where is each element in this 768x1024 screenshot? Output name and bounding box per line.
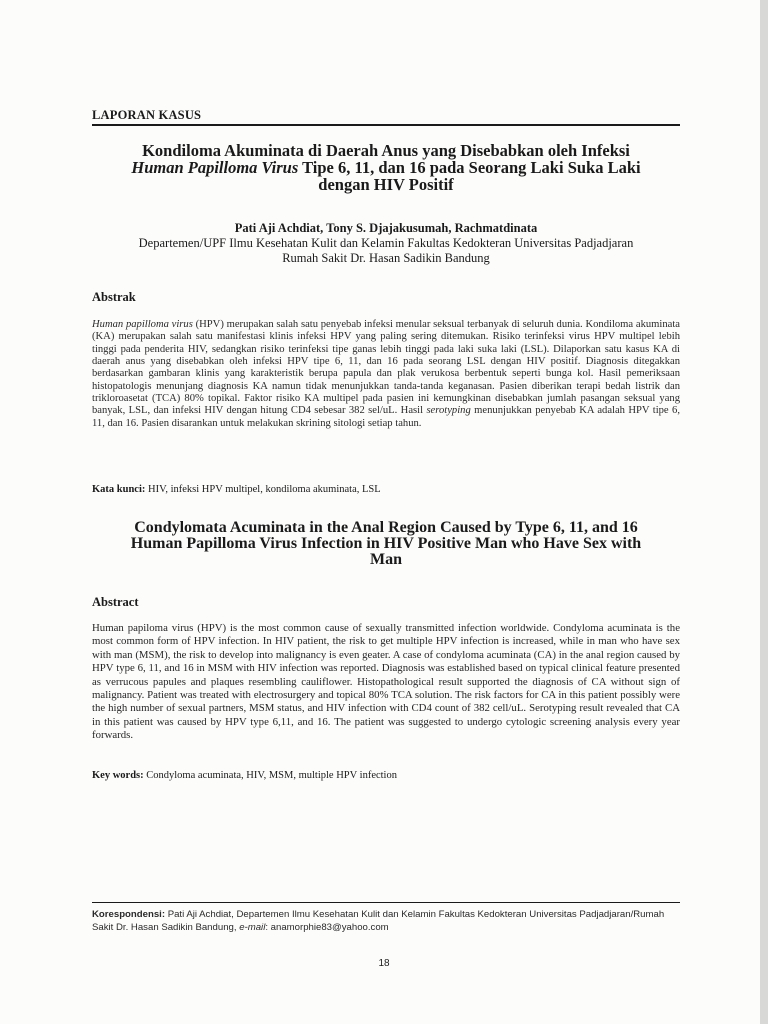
correspondence-text-1: Pati Aji Achdiat, Departemen Ilmu Kesehatan Kulit dan Kelamin Fakultas Kedokteran Universitas Padjadjaran/Rumah Sakit Dr. Hasan Sadikin Bandung, [92,909,665,933]
kata-kunci [92,484,680,495]
abstrak-italic-hpv: Human papilloma virus [92,319,193,330]
authors: Pati Aji Achdiat, Tony S. Djajakusumah, Rachmatdinata [234,221,538,235]
title-en-line-3: Man [370,551,402,568]
kata-kunci-label: Kata kunci: [92,484,146,495]
title-en-line-2: Human Papilloma Virus Infection in HIV Positive Man who Have Sex with [130,535,642,552]
title-line-1: Kondiloma Akuminata di Daerah Anus yang Disebabkan oleh Infeksi [142,141,630,160]
title-line-3: dengan HIV Positif [318,175,454,194]
header-rule [92,124,680,126]
kata-kunci-values: HIV, infeksi HPV multipel, kondiloma akuminata, LSL [145,484,381,495]
title-line-2 [92,159,680,176]
affiliation-line-2: Rumah Sakit Dr. Hasan Sadikin Bandung [282,251,490,265]
key-words-label: Key words: [92,770,144,781]
article-title-id [92,142,680,193]
abstract-body: Human papiloma virus (HPV) is the most common cause of sexually transmitted infection worldwide. Condyloma acuminata is the most common form of HPV infection. In HIV patient, the risk to get multiple HPV infection is increased, while in man who have sex with man (MSM), the risk to develop into malignancy is even geater. A case of condyloma acuminata (CA) in the anal region caused by HPV type 6, 11, and 16 in MSM with HIV infection was reported. Diagnosis was established based on typical clinical feature presented as verrucous papules and plaques resembling cauliflower. Histopathological result supported the diagnosis of CA without sign of malignancy. Patient was treated with electrosurgery and topical 80% TCA solution. The risk factors for CA in this patient possibly were the high number of sexual partners, MSM status, and HIV infection with CD4 count of 382 cell/uL. Serotyping result revealed that CA in this patient was caused by HPV type 6,11, and 16. The patient was suggested to undergo cytologic screening analysis every year forwards. [92,622,680,742]
abstract-heading: Abstract [92,595,139,609]
key-words [92,770,680,781]
correspondence-label: Korespondensi: [92,909,166,920]
correspondence [92,908,680,934]
section-label: LAPORAN KASUS [92,108,202,122]
abstrak-body-1: (HPV) merupakan salah satu penyebab infeksi menular seksual terbanyak di seluruh dunia. Kondiloma akuminata (KA) merupakan salah satu manifestasi klinis infeksi HPV yang paling sering ditemukan. Risiko terinfeksi virus HPV multipel lebih tinggi pada penderita HIV, sedangkan risiko terinfeksi tipe ganas lebih tinggi pada laki suka laki (LSL). Dilaporkan satu kasus KA di daerah anus yang disebabkan oleh infeksi HPV tipe 6, 11, dan 16 pada seorang LSL dengan HIV positif. Diagnosis ditegakkan berdasarkan gambaran klinis yang karakteristik berupa papula dan plak verukosa berbentuk seperti bunga kol. Hasil pemeriksaan histopatologis menunjang diagnosis KA namun tidak menunjukkan tanda-tanda keganasan. Pasien diberikan terapi bedah listrik dan trikloroasetat (TCA) 80% topikal. Faktor risiko KA multipel pada pasien ini kemungkinan disebabkan jumlah pasangan seksual yang banyak, LSL, dan infeksi HIV dengan hitung CD4 sebesar 382 sel/uL. Hasil [92,319,680,417]
abstrak-heading: Abstrak [92,290,136,304]
key-words-values: Condyloma acuminata, HIV, MSM, multiple HPV infection [143,770,397,781]
correspondence-email-label: e-mail [239,922,266,933]
affiliation-line-1: Departemen/UPF Ilmu Kesehatan Kulit dan Kelamin Fakultas Kedokteran Universitas Padjadjaran [138,236,634,250]
abstrak-body [92,319,680,430]
title-italic-virus: Human Papilloma Virus [131,158,299,177]
article-title-en [92,520,680,568]
footer-rule [92,902,680,903]
correspondence-email[interactable]: : anamorphie83@yahoo.com [265,922,389,933]
affiliation [92,236,680,266]
title-line-2-rest: Tipe 6, 11, dan 16 pada Seorang Laki Suka Laki [298,158,641,177]
title-en-line-1: Condylomata Acuminata in the Anal Region Caused by Type 6, 11, and 16 [134,519,638,536]
abstrak-body-2: menunjukkan penyebab KA adalah HPV tipe 6, 11, dan 16. Pasien disarankan untuk melakukan skrining sitologi setiap tahun. [92,405,680,429]
page-number: 18 [378,958,390,969]
abstrak-italic-serotyping: serotyping [426,405,471,417]
